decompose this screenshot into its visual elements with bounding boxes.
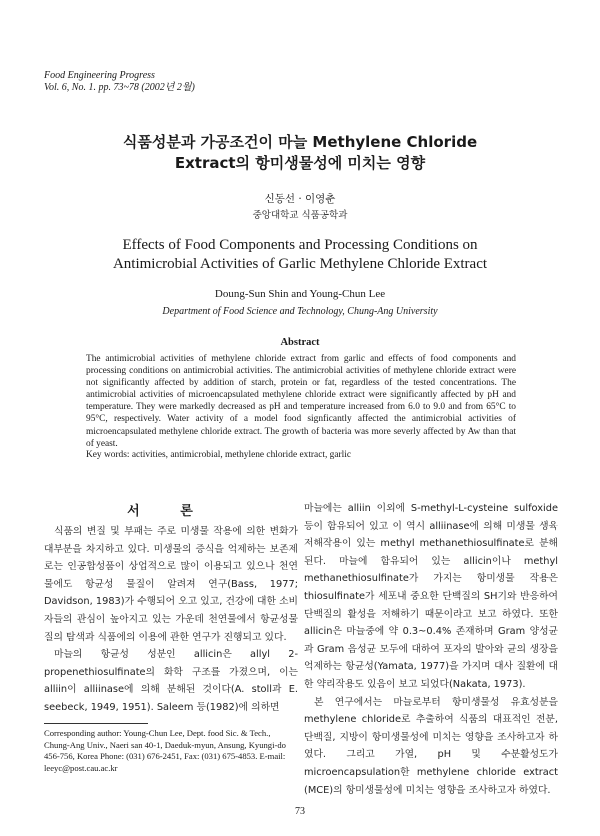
korean-authors: 신동선 · 이영춘 [264, 193, 336, 205]
abstract-heading: Abstract [280, 337, 320, 348]
english-title-line1: Effects of Food Components and Processing Conditions on [122, 237, 478, 253]
intro-paragraph-1: 식품의 변질 및 부패는 주로 미생물 작용에 의한 변화가 대부분을 차지하고 있다. 미생물의 증식을 억제하는 보존제로는 인공합성품이 상업적으로 많이 이용되고 있으나 천연물에도 항균성 물질이 알려져 연구(Bass, 1977; Davidson, 1983)가 수행되어 오고 있고, 건강에 대한 소비자들의 관심이 높아지고 있는 가운데 천연물에서 항균성물질의 탐색과 식품에의 이용에 관한 연구가 진행되고 있다. [44, 526, 298, 643]
intro-paragraph-3: 마늘에는 alliin 이외에 S-methyl-L-cysteine sulfoxide 등이 함유되어 있고 이 역시 alliinase에 의해 미생물 생육 저해작용이 있는 methyl methanethiosulfinate로 분해된다. 마늘에 함유되어 있는 allicin이나 methyl methanethiosulfinate가 가지는 항미생물 작용은 thiosulfinate가 세포내 중요한 단백질의 SH기와 반응하여 단백질의 활성을 저해하기 때문이라고 보고 하였다. 또한 allicin은 마늘중에 약 0.3~0.4% 존재하며 Gram 양성균과 Gram 음성균 모두에 대하여 포자의 발아와 균의 생장을 억제하는 항균성(Yamata, 1977)을 가지며 대사 질환에 대한 약리작용도 있음이 보고 되었다(Nakata, 1973). [304, 503, 558, 690]
journal-volume: Vol. 6, No. 1. pp. 73~78 (2002년 2월) [44, 82, 195, 93]
journal-citation [44, 70, 195, 94]
keywords: Key words: activities, antimicrobial, methylene chloride extract, garlic [86, 450, 352, 460]
english-title-line2: Antimicrobial Activities of Garlic Methylene Chloride Extract [112, 256, 488, 272]
intro-paragraph-2: 마늘의 항균성 성분인 allicin은 allyl 2-propenethiosulfinate의 화학 구조를 가졌으며, 이는 alliin이 alliinase에 의해 분해된 것이다(A. stoll과 E. seebeck, 1949, 1951). Saleem 등(1982)에 의하면 [44, 649, 298, 713]
corresponding-author-footnote: Corresponding author: Young-Chun Lee, Dept. food Sic. & Tech., Chung-Ang Univ., Naeri san 40-1, Daeduk-myun, Ansung, Kyungi-do 456-756, Korea Phone: (031) 676-2451, Fax: (031) 675-4853. E-mail: leeyc@post.cau.ac.kr [44, 728, 286, 773]
english-affiliation: Department of Food Science and Technology, Chung-Ang University [162, 306, 438, 317]
english-authors: Doung-Sun Shin and Young-Chun Lee [214, 288, 386, 300]
korean-title [0, 132, 600, 174]
english-title [0, 236, 600, 274]
page-number: 73 [295, 806, 305, 817]
abstract-body: The antimicrobial activities of methylene chloride extract from garlic and effects of food components and processing conditions on antimicrobial activities. The antimicrobial activities of methylene chloride extract were not significantly affected by addition of starch, protein or fat, regardless of the tested concentrations. The antimicrobial activities of microencapsulated methylene chloride extract were significantly affected by pH and temperature. They were markedly decreased as pH and temperature increased from 6.0 to 9.0 and from 65°C to 95°C, respectively. Water activity of a model food signficantly affected the antimicrobial activities of microencapsulated methylene chloride extract. The growth of bacteria was more severly affected by Aw than that of yeast. [86, 354, 516, 449]
korean-title-line1: 식품성분과 가공조건이 마늘 Methylene Chloride [122, 133, 478, 151]
korean-affiliation: 중앙대학교 식품공학과 [252, 210, 348, 221]
right-column [304, 500, 558, 799]
korean-title-line2: Extract의 항미생물성에 미치는 영향 [174, 154, 426, 172]
intro-paragraph-4: 본 연구에서는 마늘로부터 항미생물성 유효성분을 methylene chloride로 추출하여 식품의 대표적인 전분, 단백질, 지방이 항미생물성에 미치는 영향을 조사하고자 하였다. 그리고 가열, pH 및 수분활성도가 microencapsulation한 methylene chloride extract (MCE)의 항미생물성에 미치는 영향을 조사하고자 하였다. [304, 696, 558, 796]
section-heading-introduction: 서 론 [127, 504, 211, 519]
journal-name: Food Engineering Progress [44, 70, 155, 81]
left-column [44, 523, 298, 717]
footnote-divider [44, 723, 148, 724]
